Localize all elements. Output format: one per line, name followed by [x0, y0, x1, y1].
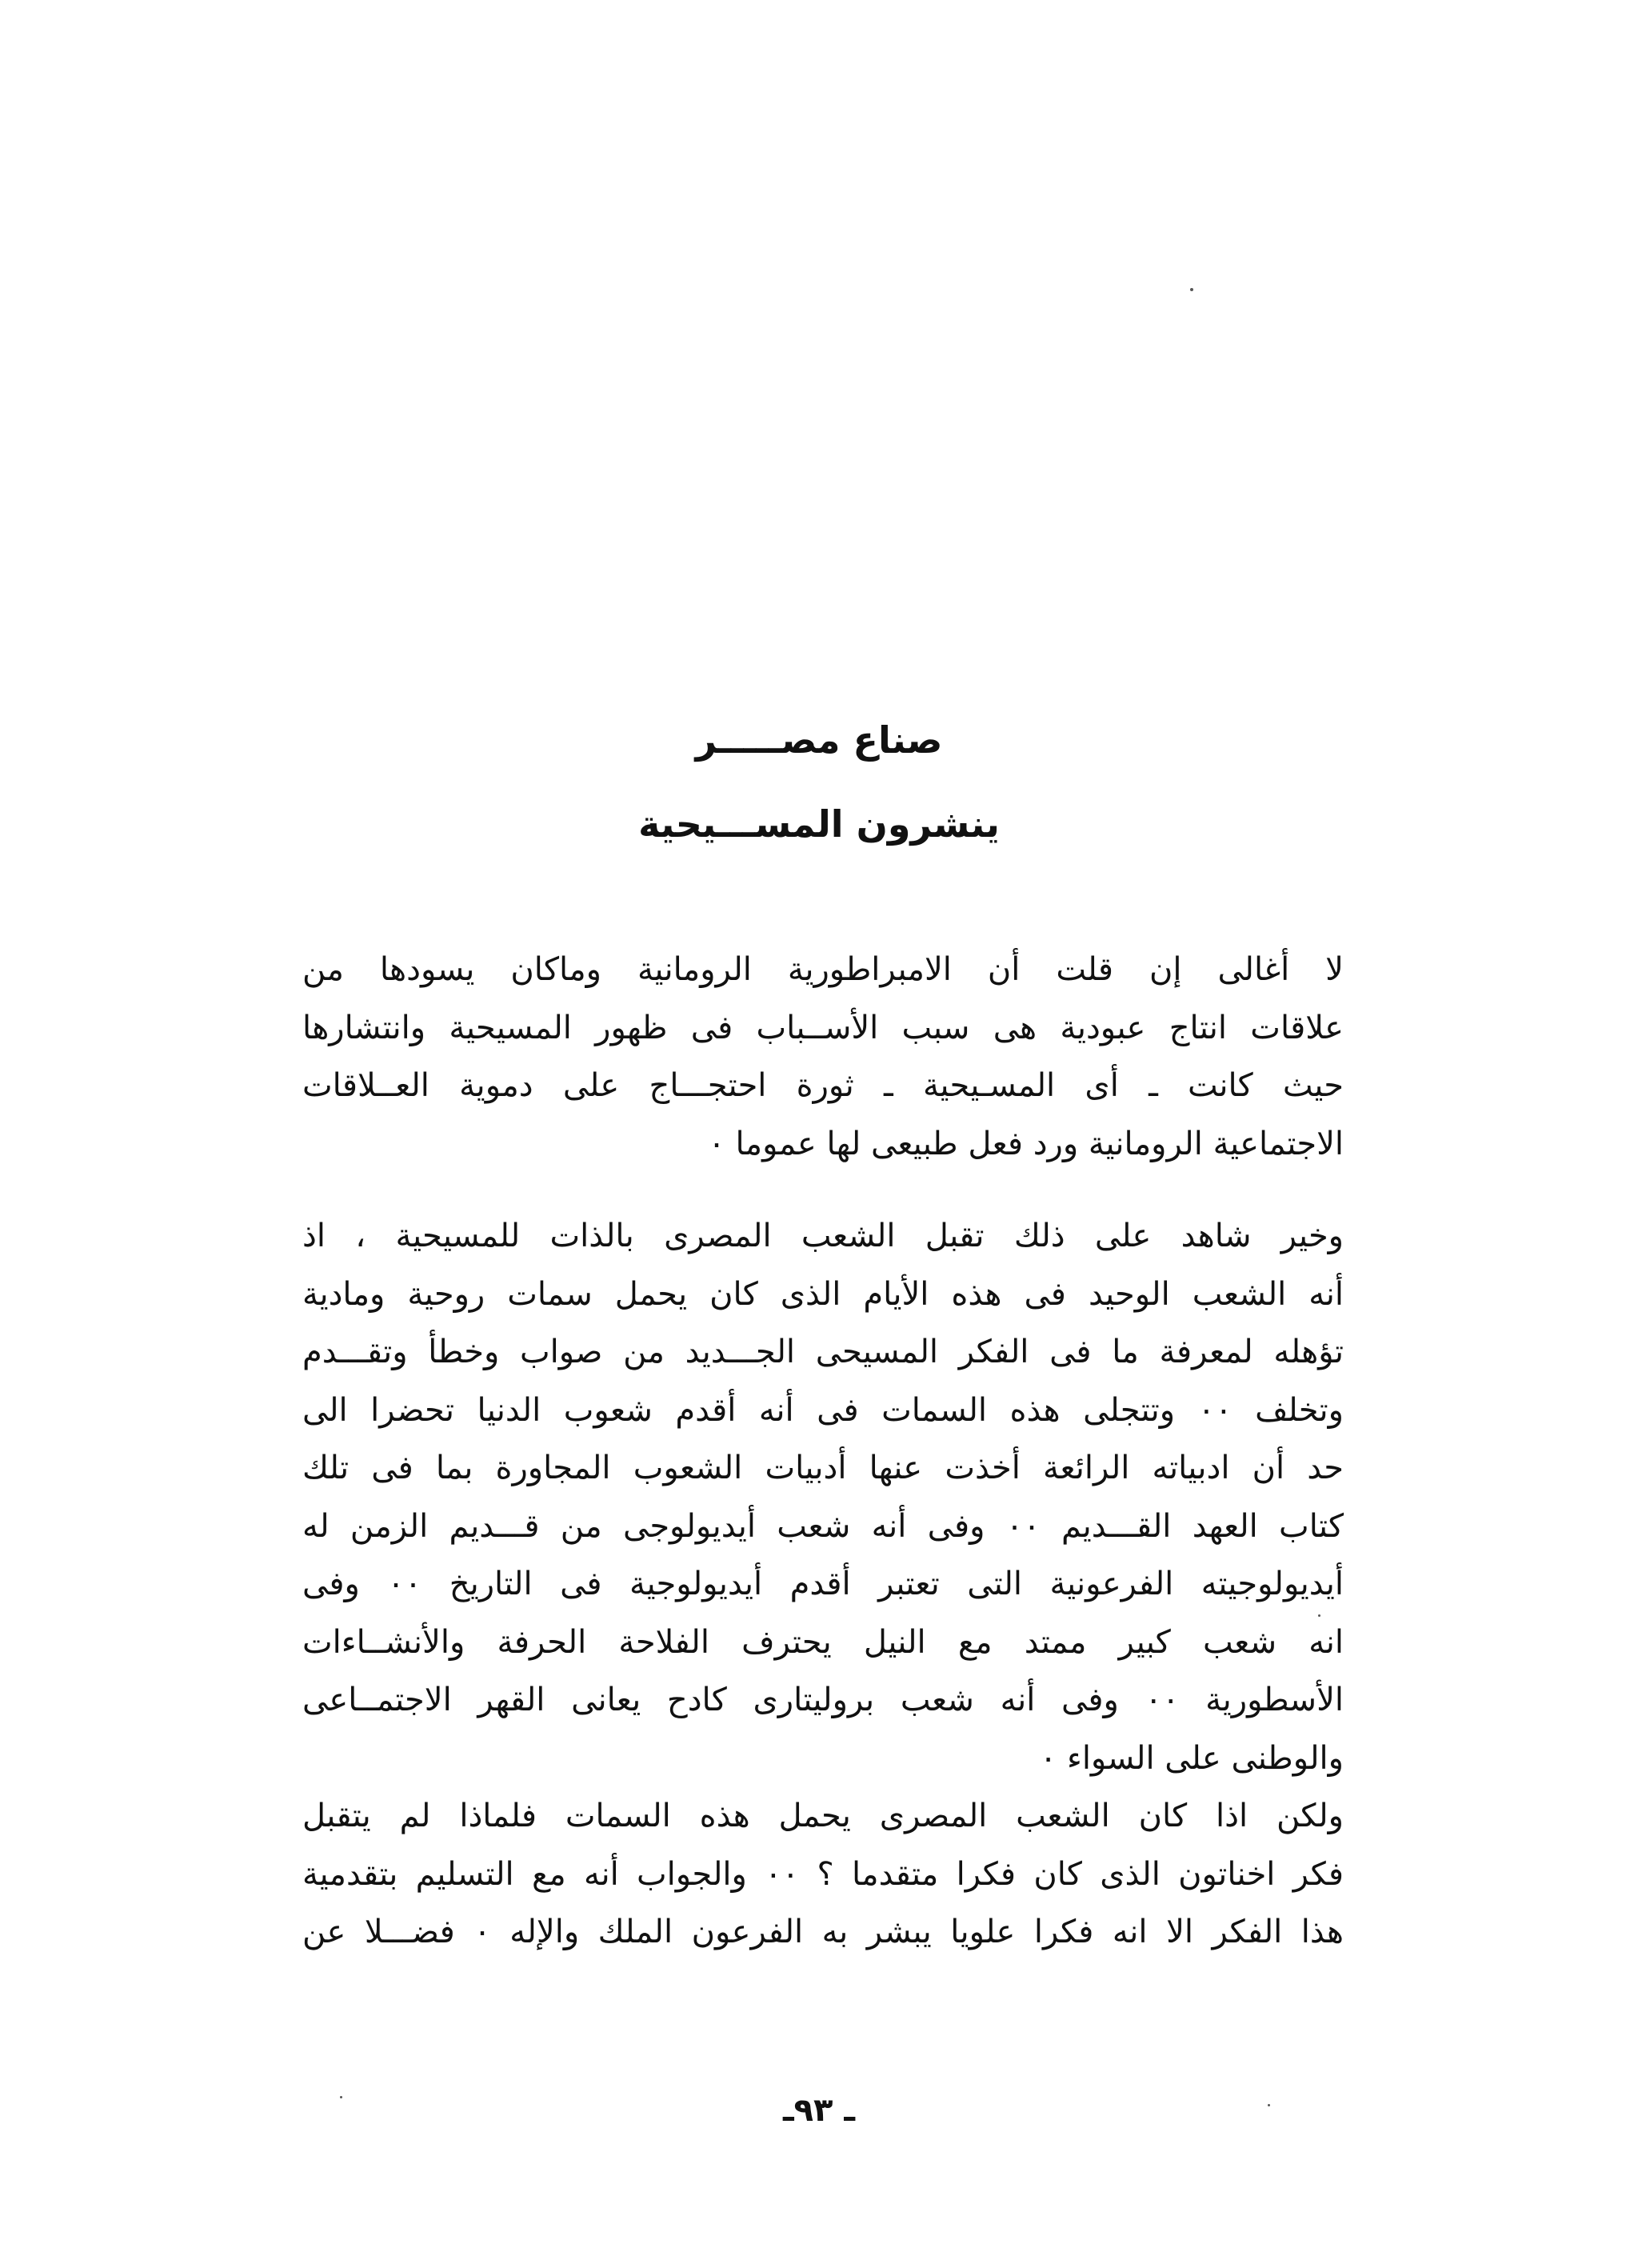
- chapter-title-line-1: صناع مصـــــر: [695, 718, 943, 762]
- page-number: ـ ٩٣ـ: [782, 2092, 856, 2129]
- paragraph-line: الأسطورية ٠٠ وفى أنه شعب بروليتارى كادح يعانى القهر الاجتمــاعى: [302, 1682, 1344, 1718]
- scan-speck: [1318, 1614, 1320, 1617]
- paragraph-1: [302, 941, 1344, 1173]
- paragraph-line: ولكن اذا كان الشعب المصرى يحمل هذه السمات فلماذا لم يتقبل: [302, 1798, 1344, 1834]
- paragraph-line: انه شعب كبير ممتد مع النيل يحترف الفلاحة الحرفة والأنشــاءات: [302, 1623, 1344, 1661]
- paragraph-line: حد أن ادبياته الرائعة أخذت عنها أدبيات الشعوب المجاورة بما فى تلك: [302, 1450, 1344, 1486]
- paragraph-line: أنه الشعب الوحيد فى هذه الأيام الذى كان يحمل سمات روحية ومادية: [302, 1275, 1344, 1313]
- scan-speck: [340, 2096, 342, 2098]
- chapter-title-line-2: ينشرون المســـيحية: [638, 802, 1000, 846]
- paragraph-2: [302, 1207, 1344, 1787]
- paragraph-line: هذا الفكر الا انه فكرا علويا يبشر به الفرعون الملك والإله ٠ فضـــلا عن: [302, 1914, 1344, 1950]
- paragraph-line: وتخلف ٠٠ وتتجلى هذه السمات فى أنه أقدم شعوب الدنيا تحضرا الى: [302, 1391, 1344, 1429]
- paragraph-3: [302, 1787, 1344, 1962]
- paragraph-line: علاقات انتاج عبودية هى سبب الأســباب فى ظهور المسيحية وانتشارها: [302, 1009, 1344, 1046]
- paragraph-line: أيديولوجيته الفرعونية التى تعتبر أقدم أيديولوجية فى التاريخ ٠٠ وفى: [302, 1566, 1344, 1602]
- scan-speck: [1268, 2104, 1270, 2106]
- paragraph-line: تؤهله لمعرفة ما فى الفكر المسيحى الجـــديد من صواب وخطأ وتقـــدم: [302, 1334, 1344, 1370]
- paragraph-line: الاجتماعية الرومانية ورد فعل طبيعى لها عموما ٠: [708, 1125, 1344, 1162]
- paragraph-line: حيث كانت ـ أى المسـيحية ـ ثورة احتجـــاج على دموية العــلاقات: [302, 1067, 1344, 1104]
- paragraph-line: والوطنى على السواء ٠: [1039, 1739, 1344, 1777]
- scan-speck: [1190, 288, 1193, 291]
- paragraph-line: فكر اخناتون الذى كان فكرا متقدما ؟ ٠٠ والجواب أنه مع التسليم بتقدمية: [302, 1855, 1344, 1893]
- paragraph-line: كتاب العهد القـــديم ٠٠ وفى أنه شعب أيديولوجى من قـــديم الزمن له: [302, 1507, 1344, 1545]
- paragraph-line: لا أغالى إن قلت أن الامبراطورية الرومانية وماكان يسودها من: [302, 951, 1344, 988]
- paragraph-line: وخير شاهد على ذلك تقبل الشعب المصرى بالذات للمسيحية ، اذ: [302, 1218, 1344, 1254]
